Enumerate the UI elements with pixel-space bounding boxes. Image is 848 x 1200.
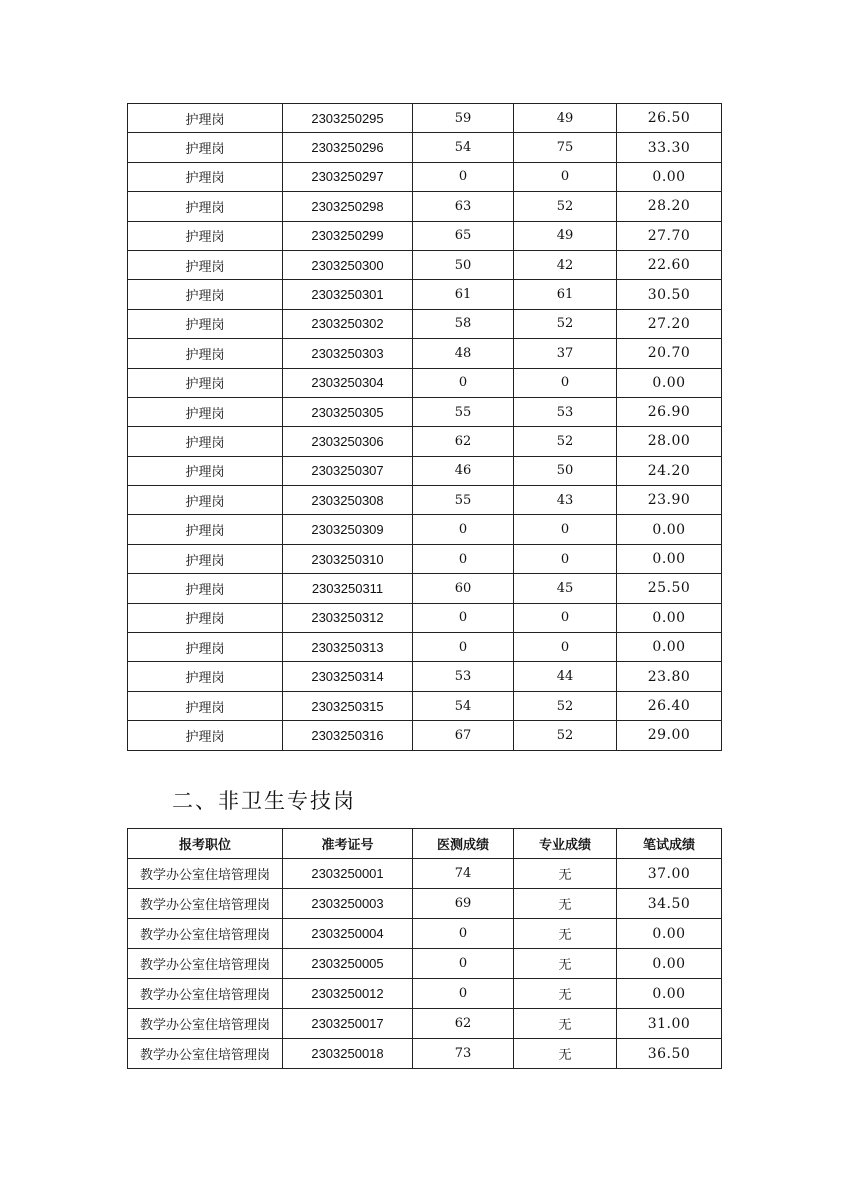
position-cell: 护理岗 — [128, 456, 283, 485]
exam-id-cell: 2303250012 — [283, 979, 413, 1009]
table-row — [128, 515, 722, 544]
table-row — [128, 603, 722, 632]
professional-score-cell: 无 — [514, 889, 617, 919]
position-cell: 护理岗 — [128, 309, 283, 338]
table-row — [128, 192, 722, 221]
exam-id-cell: 2303250299 — [283, 221, 413, 250]
exam-id-cell: 2303250315 — [283, 691, 413, 720]
test-score-cell: 58 — [413, 309, 514, 338]
exam-id-cell: 2303250302 — [283, 309, 413, 338]
written-score-cell: 22.60 — [617, 250, 722, 279]
written-score-cell: 33.30 — [617, 133, 722, 162]
professional-score-cell: 无 — [514, 859, 617, 889]
position-cell: 护理岗 — [128, 397, 283, 426]
test-score-cell: 50 — [413, 250, 514, 279]
position-cell: 教学办公室住培管理岗 — [128, 889, 283, 919]
written-score-cell: 27.70 — [617, 221, 722, 250]
exam-id-cell: 2303250306 — [283, 427, 413, 456]
written-score-cell: 0.00 — [617, 544, 722, 573]
written-score-cell: 0.00 — [617, 515, 722, 544]
test-score-cell: 60 — [413, 574, 514, 603]
test-score-cell: 74 — [413, 859, 514, 889]
position-cell: 护理岗 — [128, 104, 283, 133]
position-cell: 护理岗 — [128, 662, 283, 691]
position-cell: 教学办公室住培管理岗 — [128, 949, 283, 979]
professional-score-cell: 0 — [514, 162, 617, 191]
exam-id-cell: 2303250298 — [283, 192, 413, 221]
written-score-cell: 37.00 — [617, 859, 722, 889]
position-cell: 护理岗 — [128, 603, 283, 632]
table-row — [128, 368, 722, 397]
professional-score-cell: 52 — [514, 721, 617, 750]
table-row — [128, 859, 722, 889]
test-score-cell: 0 — [413, 633, 514, 662]
table-row — [128, 309, 722, 338]
position-cell: 护理岗 — [128, 221, 283, 250]
exam-id-cell: 2303250296 — [283, 133, 413, 162]
professional-score-cell: 61 — [514, 280, 617, 309]
test-score-cell: 54 — [413, 133, 514, 162]
professional-score-cell: 37 — [514, 339, 617, 368]
exam-id-cell: 2303250304 — [283, 368, 413, 397]
written-score-cell: 29.00 — [617, 721, 722, 750]
exam-id-cell: 2303250003 — [283, 889, 413, 919]
written-score-cell: 27.20 — [617, 309, 722, 338]
professional-score-cell: 50 — [514, 456, 617, 485]
exam-id-cell: 2303250313 — [283, 633, 413, 662]
professional-score-cell: 无 — [514, 919, 617, 949]
table-header-row — [128, 829, 722, 859]
position-cell: 护理岗 — [128, 368, 283, 397]
test-score-cell: 65 — [413, 221, 514, 250]
nursing-scores-table — [127, 103, 722, 751]
professional-score-cell: 45 — [514, 574, 617, 603]
written-score-cell: 0.00 — [617, 162, 722, 191]
written-score-cell: 23.90 — [617, 486, 722, 515]
written-score-cell: 0.00 — [617, 603, 722, 632]
test-score-cell: 0 — [413, 544, 514, 573]
table-row — [128, 427, 722, 456]
professional-score-cell: 52 — [514, 427, 617, 456]
exam-id-cell: 2303250310 — [283, 544, 413, 573]
position-cell: 护理岗 — [128, 162, 283, 191]
exam-id-cell: 2303250300 — [283, 250, 413, 279]
professional-score-cell: 49 — [514, 221, 617, 250]
position-cell: 护理岗 — [128, 544, 283, 573]
table-row — [128, 919, 722, 949]
test-score-cell: 73 — [413, 1039, 514, 1069]
exam-id-cell: 2303250001 — [283, 859, 413, 889]
test-score-cell: 48 — [413, 339, 514, 368]
professional-score-cell: 42 — [514, 250, 617, 279]
written-score-cell: 34.50 — [617, 889, 722, 919]
test-score-cell: 69 — [413, 889, 514, 919]
table-row — [128, 889, 722, 919]
exam-id-cell: 2303250311 — [283, 574, 413, 603]
test-score-cell: 53 — [413, 662, 514, 691]
professional-score-cell: 无 — [514, 1009, 617, 1039]
position-cell: 教学办公室住培管理岗 — [128, 919, 283, 949]
table-row — [128, 397, 722, 426]
written-score-cell: 26.90 — [617, 397, 722, 426]
professional-score-cell: 0 — [514, 544, 617, 573]
test-score-cell: 59 — [413, 104, 514, 133]
test-score-cell: 55 — [413, 397, 514, 426]
table-row — [128, 280, 722, 309]
written-score-cell: 23.80 — [617, 662, 722, 691]
written-score-cell: 0.00 — [617, 919, 722, 949]
test-score-cell: 54 — [413, 691, 514, 720]
table-row — [128, 486, 722, 515]
professional-score-cell: 49 — [514, 104, 617, 133]
professional-score-cell: 0 — [514, 515, 617, 544]
written-score-cell: 28.20 — [617, 192, 722, 221]
test-score-cell: 0 — [413, 368, 514, 397]
position-cell: 护理岗 — [128, 633, 283, 662]
position-cell: 护理岗 — [128, 250, 283, 279]
professional-score-cell: 52 — [514, 192, 617, 221]
exam-id-cell: 2303250297 — [283, 162, 413, 191]
exam-id-cell: 2303250295 — [283, 104, 413, 133]
professional-score-cell: 75 — [514, 133, 617, 162]
table-row — [128, 979, 722, 1009]
test-score-cell: 46 — [413, 456, 514, 485]
professional-score-cell: 0 — [514, 368, 617, 397]
table-row — [128, 456, 722, 485]
test-score-cell: 0 — [413, 979, 514, 1009]
professional-score-cell: 0 — [514, 633, 617, 662]
header-written-score: 笔试成绩 — [617, 829, 722, 859]
position-cell: 教学办公室住培管理岗 — [128, 859, 283, 889]
test-score-cell: 55 — [413, 486, 514, 515]
written-score-cell: 31.00 — [617, 1009, 722, 1039]
table-row — [128, 133, 722, 162]
table-row — [128, 1009, 722, 1039]
professional-score-cell: 0 — [514, 603, 617, 632]
table-row — [128, 721, 722, 750]
professional-score-cell: 无 — [514, 979, 617, 1009]
written-score-cell: 28.00 — [617, 427, 722, 456]
professional-score-cell: 43 — [514, 486, 617, 515]
position-cell: 护理岗 — [128, 192, 283, 221]
professional-score-cell: 52 — [514, 691, 617, 720]
exam-id-cell: 2303250307 — [283, 456, 413, 485]
position-cell: 护理岗 — [128, 486, 283, 515]
exam-id-cell: 2303250312 — [283, 603, 413, 632]
written-score-cell: 30.50 — [617, 280, 722, 309]
position-cell: 护理岗 — [128, 280, 283, 309]
header-position: 报考职位 — [128, 829, 283, 859]
position-cell: 护理岗 — [128, 515, 283, 544]
test-score-cell: 62 — [413, 427, 514, 456]
table-row — [128, 949, 722, 979]
written-score-cell: 26.40 — [617, 691, 722, 720]
header-professional-score: 专业成绩 — [514, 829, 617, 859]
table-row — [128, 633, 722, 662]
header-test-score: 医测成绩 — [413, 829, 514, 859]
table-row — [128, 104, 722, 133]
exam-id-cell: 2303250018 — [283, 1039, 413, 1069]
non-health-scores-table — [127, 828, 722, 1069]
written-score-cell: 0.00 — [617, 949, 722, 979]
table-row — [128, 221, 722, 250]
written-score-cell: 20.70 — [617, 339, 722, 368]
test-score-cell: 0 — [413, 515, 514, 544]
exam-id-cell: 2303250303 — [283, 339, 413, 368]
exam-id-cell: 2303250305 — [283, 397, 413, 426]
position-cell: 护理岗 — [128, 339, 283, 368]
written-score-cell: 0.00 — [617, 979, 722, 1009]
exam-id-cell: 2303250301 — [283, 280, 413, 309]
position-cell: 护理岗 — [128, 133, 283, 162]
professional-score-cell: 无 — [514, 1039, 617, 1069]
position-cell: 护理岗 — [128, 574, 283, 603]
test-score-cell: 62 — [413, 1009, 514, 1039]
written-score-cell: 26.50 — [617, 104, 722, 133]
position-cell: 护理岗 — [128, 427, 283, 456]
table-row — [128, 162, 722, 191]
test-score-cell: 63 — [413, 192, 514, 221]
professional-score-cell: 52 — [514, 309, 617, 338]
professional-score-cell: 44 — [514, 662, 617, 691]
table-row — [128, 691, 722, 720]
table-row — [128, 250, 722, 279]
test-score-cell: 0 — [413, 949, 514, 979]
position-cell: 护理岗 — [128, 691, 283, 720]
written-score-cell: 36.50 — [617, 1039, 722, 1069]
position-cell: 护理岗 — [128, 721, 283, 750]
written-score-cell: 0.00 — [617, 368, 722, 397]
table-row — [128, 662, 722, 691]
exam-id-cell: 2303250309 — [283, 515, 413, 544]
professional-score-cell: 无 — [514, 949, 617, 979]
exam-id-cell: 2303250316 — [283, 721, 413, 750]
table-row — [128, 574, 722, 603]
written-score-cell: 25.50 — [617, 574, 722, 603]
written-score-cell: 0.00 — [617, 633, 722, 662]
test-score-cell: 67 — [413, 721, 514, 750]
header-exam-id: 准考证号 — [283, 829, 413, 859]
section-title: 二、非卫生专技岗 — [172, 789, 356, 813]
exam-id-cell: 2303250005 — [283, 949, 413, 979]
position-cell: 教学办公室住培管理岗 — [128, 1009, 283, 1039]
exam-id-cell: 2303250004 — [283, 919, 413, 949]
position-cell: 教学办公室住培管理岗 — [128, 1039, 283, 1069]
test-score-cell: 0 — [413, 919, 514, 949]
exam-id-cell: 2303250017 — [283, 1009, 413, 1039]
written-score-cell: 24.20 — [617, 456, 722, 485]
position-cell: 教学办公室住培管理岗 — [128, 979, 283, 1009]
table-row — [128, 1039, 722, 1069]
test-score-cell: 0 — [413, 603, 514, 632]
exam-id-cell: 2303250314 — [283, 662, 413, 691]
professional-score-cell: 53 — [514, 397, 617, 426]
test-score-cell: 61 — [413, 280, 514, 309]
test-score-cell: 0 — [413, 162, 514, 191]
table-row — [128, 339, 722, 368]
table-row — [128, 544, 722, 573]
exam-id-cell: 2303250308 — [283, 486, 413, 515]
